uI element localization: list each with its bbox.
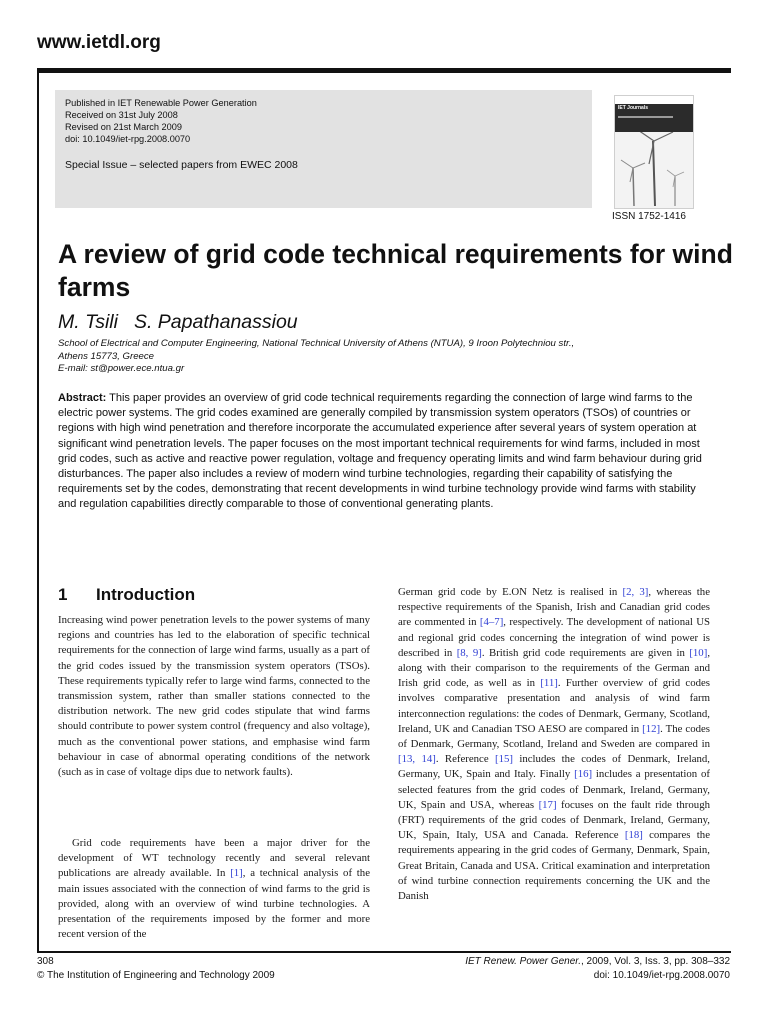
footer-right (465, 955, 730, 983)
body-text: focuses on the fault ride through (FRT) requirements of the grid codes of Denmark, Ireland, Germany, UK, Spain, Italy, USA and Canada. Reference (398, 798, 710, 842)
body-text: compares the requirements appearing in the grid codes of Germany, Denmark, Spain, Great Britain, Canada and USA. Critical examination and interpretation of wind turbine connection requirements concerning the UK and the Danish (398, 829, 710, 903)
received-line: Received on 31st July 2008 (65, 110, 178, 120)
bottom-rule (37, 951, 731, 953)
authors (58, 311, 298, 334)
section-number: 1 (58, 585, 68, 604)
citation-link[interactable]: [13, 14] (398, 753, 436, 766)
revised-line: Revised on 21st March 2009 (65, 122, 182, 132)
body-text: . British grid code requirements are given in (481, 646, 690, 659)
issn: ISSN 1752-1416 (612, 211, 686, 222)
citation-link[interactable]: [4–7] (479, 616, 504, 629)
body-text: , whereas the respective requirements of the Spanish, Irish and Canadian grid codes are commented in (398, 586, 710, 629)
footer-left (37, 955, 275, 983)
citation-link[interactable]: [16] (574, 768, 593, 781)
top-rule (37, 68, 731, 73)
section-title: Introduction (96, 585, 196, 604)
body-text: includes the codes of Denmark, Ireland, Germany, UK, Spain and Italy. Finally (398, 753, 710, 781)
body-text: , a technical analysis of the main issues associated with the connection of wind farms to the grid is provided, along with an overview of wind turbine technologies. A presentation of the requirements imposed by the former and more recent version of the (58, 867, 370, 941)
copyright: © The Institution of Engineering and Technology 2009 (37, 970, 275, 981)
intro-paragraph-2 (58, 836, 370, 942)
citation-link[interactable]: [1] (230, 867, 243, 880)
affiliation-school: School of Electrical and Computer Engineering, National Technical University of Athens (NTUA), 9 Iroon Polytechniou str., (58, 338, 575, 349)
body-text: includes a presentation of selected features from the grid codes of Denmark, Ireland, Germany, UK, Spain and USA, whereas (398, 768, 710, 811)
published-in-line: Published in IET Renewable Power Generation (65, 98, 257, 108)
author-1: M. Tsili (58, 311, 118, 333)
intro-paragraph-1: Increasing wind power penetration levels to the power systems of many regions and countries has led to the elaboration of specific technical requirements for the connection of large wind farms, usually as a part of the grid codes issued by the transmission system operators (TSOs). These requirements typically refer to large wind farms, connected to the transmission system, rather than smaller stations connected to the distribution network. The new grid codes stipulate that wind farms should contribute to power system control (frequency and also voltage), much as the conventional power stations, and emphasise wind farm behaviour in case of abnormal operating conditions of the network (such as in case of voltage dips due to network faults). (58, 614, 370, 779)
affiliation-email[interactable]: E-mail: st@power.ece.ntua.gr (58, 363, 185, 374)
citation-link[interactable]: [2, 3] (622, 586, 649, 598)
body-text: Grid code requirements have been a major driver for the development of WT technology recently and several relevant publications are already available. In (58, 837, 370, 880)
citation-link[interactable]: [17] (538, 798, 557, 811)
body-text: , respectively. The development of national US and regional grid codes concerning the integration of wind power is described in (398, 616, 710, 659)
body-text: . Further overview of grid codes involves comparative presentation and analysis of wind farm interconnection regulations: the codes of Denmark, Germany, Scotland, Ireland, UK and Canadian TSO AESO are compared in (398, 677, 711, 735)
citation-link[interactable]: [12] (642, 722, 661, 735)
special-issue-line: Special Issue – selected papers from EWEC 2008 (65, 159, 298, 171)
affiliation (58, 338, 718, 376)
publication-lines (65, 97, 257, 145)
body-text: . The codes of Denmark, Germany, Scotland, Ireland and Sweden are compared in (398, 722, 710, 751)
intro-right-column (398, 585, 710, 904)
journal-citation (465, 955, 730, 969)
page-number: 308 (37, 956, 54, 967)
body-text: , along with their comparison to the requirements of the German and Irish grid code, as well as in (398, 646, 711, 690)
journal-name: IET Renew. Power Gener. (465, 956, 581, 967)
citation-link[interactable]: [18] (624, 829, 643, 842)
body-text: German grid code by E.ON Netz is realised in (398, 586, 623, 598)
cover-brand: IET Journals (618, 105, 649, 111)
article-title: A review of grid code technical requirements for wind farms (58, 239, 733, 302)
cover-header-bar (615, 104, 693, 132)
author-2: S. Papathanassiou (133, 311, 298, 333)
affiliation-city: Athens 15773, Greece (58, 350, 155, 362)
footer-doi[interactable]: doi: 10.1049/iet-rpg.2008.0070 (593, 970, 730, 981)
citation-link[interactable]: [11] (540, 677, 558, 690)
doi-line: doi: 10.1049/iet-rpg.2008.0070 (65, 134, 191, 144)
abstract-text: This paper provides an overview of grid code technical requirements regarding the connection of large wind farms to the electric power systems. The grid codes examined are generally compiled by transmission system operators (TSOs) of countries or regions with high wind penetration and therefore incorporate the accumulated experience after several years of system operation at significant wind penetration levels. The paper focuses on the most important technical requirements for wind farms, included in most grid codes, such as active and reactive power regulation, voltage and frequency operating limits and wind farm behaviour during grid disturbances. The paper also includes a review of modern wind turbine technologies, regarding their capability of satisfying the requirements set by the codes, demonstrating that recent developments in wind turbine technology provide wind farms with stability and regulation capabilities directly comparable to those of conventional generating plants. (58, 392, 702, 511)
section-heading (58, 585, 195, 605)
publication-info-box (55, 90, 592, 208)
abstract-label: Abstract: (58, 392, 107, 404)
site-url[interactable]: www.ietdl.org (37, 32, 161, 53)
body-text: . Reference (435, 753, 495, 766)
citation-link[interactable]: [15] (495, 753, 513, 766)
volume-info: , 2009, Vol. 3, Iss. 3, pp. 308–332 (581, 956, 730, 967)
left-margin-rule (37, 68, 39, 953)
citation-link[interactable]: [8, 9] (456, 646, 482, 659)
journal-cover-image (614, 95, 694, 209)
abstract (58, 391, 710, 513)
citation-link[interactable]: [10] (689, 646, 708, 659)
cover-subtitle-line (618, 116, 673, 118)
